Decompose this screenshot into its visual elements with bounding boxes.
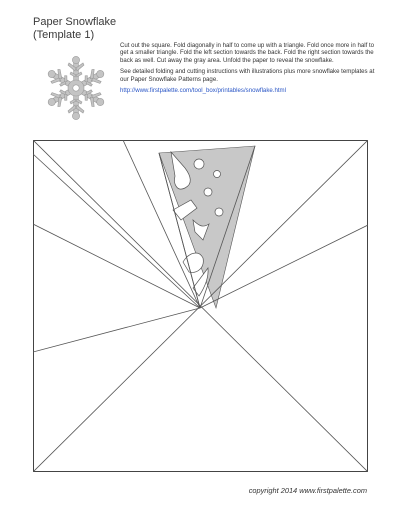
title-line-2: (Template 1) — [33, 29, 95, 41]
instructions-text — [120, 42, 378, 98]
copyright-text: copyright 2014 www.firstpalette.com — [248, 486, 367, 495]
page-title — [33, 16, 116, 42]
instructions-paragraph-1: Cut out the square. Fold diagonally in half to come up with a triangle. Fold once more in half to get a smaller triangle. Fold the left section towards the back. Fold the right section towards the back as well. Cut away the gray area. Unfold the paper to reveal the snowflake. — [120, 42, 375, 64]
cut-template — [33, 140, 368, 472]
snowflake-patterns-link[interactable]: http://www.firstpalette.com/tool_box/printables/snowflake.html — [120, 87, 286, 95]
instructions-paragraph-2: See detailed folding and cutting instructions with illustrations plus more snowflake templates at our Paper Snowflake Patterns page. — [120, 68, 375, 83]
snowflake-preview-image — [44, 56, 108, 120]
title-line-1: Paper Snowflake — [33, 16, 117, 28]
